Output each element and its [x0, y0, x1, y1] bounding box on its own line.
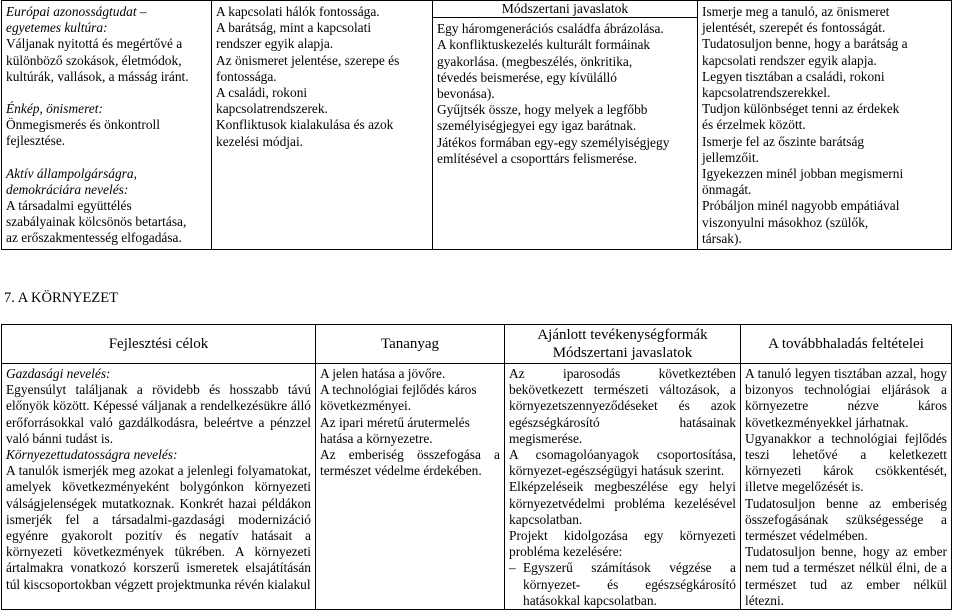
curriculum-item: A technológiai fejlődés káros következményei. [320, 382, 477, 414]
requirement-line: Tudjon különbséget tenni az érdekek [702, 101, 900, 117]
method-line: Egy háromgenerációs családfa ábrázolása. [437, 21, 664, 37]
requirement-line: önmagát. [702, 182, 752, 198]
goal-line: fejlesztése. [6, 133, 66, 149]
goal-line: A társadalmi együttélés [6, 198, 132, 214]
dash-item-text: Egyszerű számítások végzése a környezet- és egészségkárosító hatásokkal kapcsolatban. [523, 560, 736, 608]
requirement-para: Ugyanakkor a technológiai fejlődés teszi lehetővé a keletkezett környezeti károk csökkentését, illetve megelőzését is. [745, 430, 947, 495]
requirement-line: és érzelmek között. [702, 117, 806, 133]
goal-label: Gazdasági nevelés: [6, 366, 111, 381]
requirement-line: Próbáljon minél nagyobb empátiával [702, 198, 900, 214]
requirement-line: viszonyulni másokhoz (szülők, [702, 214, 869, 230]
method-line: személyiségjegyei egy igaz barátnak. [437, 118, 637, 134]
curriculum-line: Konfliktusok kialakulása és azok [216, 117, 394, 133]
methods-header: Módszertani javaslatok [433, 1, 698, 18]
bottom-table [1, 324, 952, 610]
dash-marker: – [509, 560, 516, 576]
activity-para: Az iparosodás következtében bekövetkezett természeti változások, a környezetszennyeződéseket és azok egészségkárosító hatásainak megismerése. [509, 366, 736, 446]
curriculum-line: A kapcsolati hálók fontossága. [216, 4, 380, 19]
activity-dash-item [509, 560, 736, 609]
header-goals: Fejlesztési célok [2, 325, 316, 364]
curriculum-line: Az önismeret jelentése, szerepe és [216, 52, 400, 68]
curriculum-line: fontossága. [216, 68, 277, 84]
curriculum-item: Az ipari méretű árutermelés hatása a környezetre. [320, 414, 470, 446]
activity-para: A csomagolóanyagok csoportosítása, környezet-egészségügyi hatásuk szerint. [509, 447, 736, 479]
method-line: Gyűjtsék össze, hogy melyek a legfőbb [437, 102, 648, 118]
goal-line: Európai azonosságtudat – [6, 4, 147, 19]
bottom-col-curriculum [316, 364, 505, 610]
top-col-methods [433, 18, 698, 250]
requirement-para: Tudatosuljon benne, hogy az ember nem tud a természet nélkül élni, de a természet tud az ember nélkül létezni. [745, 544, 947, 608]
method-line: említésével a csoporttárs felismerése. [437, 150, 638, 166]
method-line: tévedés beismerése, egy kívülálló [437, 69, 617, 85]
top-col-curriculum [212, 1, 433, 250]
bottom-col-goals [2, 364, 316, 610]
requirement-line: kapcsolatrendszerekkel. [702, 85, 831, 101]
requirement-line: kapcsolati rendszer egyik alapja. [702, 52, 877, 68]
bottom-col-activities [505, 364, 741, 610]
top-col-goals [2, 1, 212, 250]
requirement-line: jellemzőit. [702, 149, 759, 165]
goal-label: Környezettudatosságra nevelés: [6, 447, 178, 463]
section-title: 7. A KÖRNYEZET [4, 290, 118, 306]
header-activities [505, 325, 741, 364]
requirement-line: Ismerje meg a tanuló, az önismeret [702, 4, 890, 19]
curriculum-item: Az emberiség összefogása a természet védelme érdekében. [320, 447, 500, 479]
spacer [6, 150, 207, 166]
spacer [6, 85, 207, 101]
curriculum-line: A barátság, mint a kapcsolati [216, 20, 372, 36]
top-col-requirements [698, 1, 952, 250]
requirement-line: társak). [702, 230, 742, 246]
goal-line: Váljanak nyitottá és megértővé a [6, 36, 183, 52]
goal-line: különböző szokások, életmódok, [6, 52, 182, 68]
goal-line: az erőszakmentesség elfogadása. [6, 230, 182, 246]
method-line: bevonása). [437, 86, 495, 102]
top-table [1, 0, 952, 250]
requirement-para: A tanuló legyen tisztában azzal, hogy bizonyos technológiai eljárások a környezetre nézve káros következményekkel járhatnak. [745, 366, 947, 430]
method-line: A konfliktuskezelés kulturált formáinak [437, 37, 651, 53]
header-curriculum: Tananyag [316, 325, 505, 364]
header-activities-line1: Ajánlott tevékenységformák [537, 327, 708, 343]
header-requirements: A továbbhaladás feltételei [741, 325, 952, 364]
bottom-col-requirements [741, 364, 952, 610]
goal-line: Énkép, önismeret: [6, 101, 103, 117]
requirement-line: Ismerje fel az őszinte barátság [702, 133, 865, 149]
goal-line: szabályainak kölcsönös betartása, [6, 214, 187, 230]
method-line: gyakorlása. (megbeszélés, önkritika, [437, 53, 633, 69]
requirement-line: Igyekezzen minél jobban megismerni [702, 166, 904, 182]
curriculum-line: rendszer egyik alapja. [216, 36, 334, 52]
activity-para: Projekt kidolgozása egy környezeti probléma kezelésére: [509, 528, 736, 560]
requirement-line: Legyen tisztában a családi, rokoni [702, 68, 885, 84]
curriculum-line: kezelési módjai. [216, 133, 304, 149]
requirement-para: Tudatosuljon benne az emberiség összefogásának szükségessége a természet védelmében. [745, 495, 947, 544]
curriculum-line: kapcsolatrendszerek. [216, 101, 328, 117]
method-line: Játékos formában egy-egy személyiségjegy [437, 134, 670, 150]
goal-line: Önmegismerés és önkontroll [6, 117, 160, 133]
goal-line: kultúrák, vallások, a másság iránt. [6, 68, 189, 84]
curriculum-item: A jelen hatása a jövőre. [320, 366, 446, 381]
activity-para: Elképzeléseik megbeszélése egy helyi környezetvédelmi probléma kezelésével kapcsolatban. [509, 479, 736, 527]
goal-text: Egyensúlyt találjanak a rövidebb és hosszabb távú előnyök között. Képessé váljanak a rendelkezésükre álló erőforrásokkal való gazdálkodásra, beleértve a pénzzel való bánni tudást is. [6, 382, 311, 446]
goal-line: Aktív állampolgárságra, [6, 165, 137, 181]
requirement-line: jelentését, szerepét és fontosságát. [702, 20, 886, 36]
goal-text: A tanulók ismerjék meg azokat a jelenlegi folyamatokat, amelyek következményeként bolygónkon környezeti válságjelenségek mutatkoznak. Konkrét hazai példákon ismerjék fel a társadalmi-gazdasági modernizáció egyénre gyakorolt pozitív és negatív hatásait a környezeti következmények tükrében. A környezeti ártalmakra vonatkozó korszerű ismeretek elsajátításán túl kiscsoportokban végzett projektmunka révén kialakul [6, 463, 311, 592]
requirement-line: Tudatosuljon benne, hogy a barátság a [702, 36, 908, 52]
goal-line: egyetemes kultúra: [6, 20, 108, 36]
goal-line: demokráciára nevelés: [6, 181, 129, 197]
header-activities-line2: Módszertani javaslatok [552, 345, 693, 361]
curriculum-line: A családi, rokoni [216, 85, 308, 101]
